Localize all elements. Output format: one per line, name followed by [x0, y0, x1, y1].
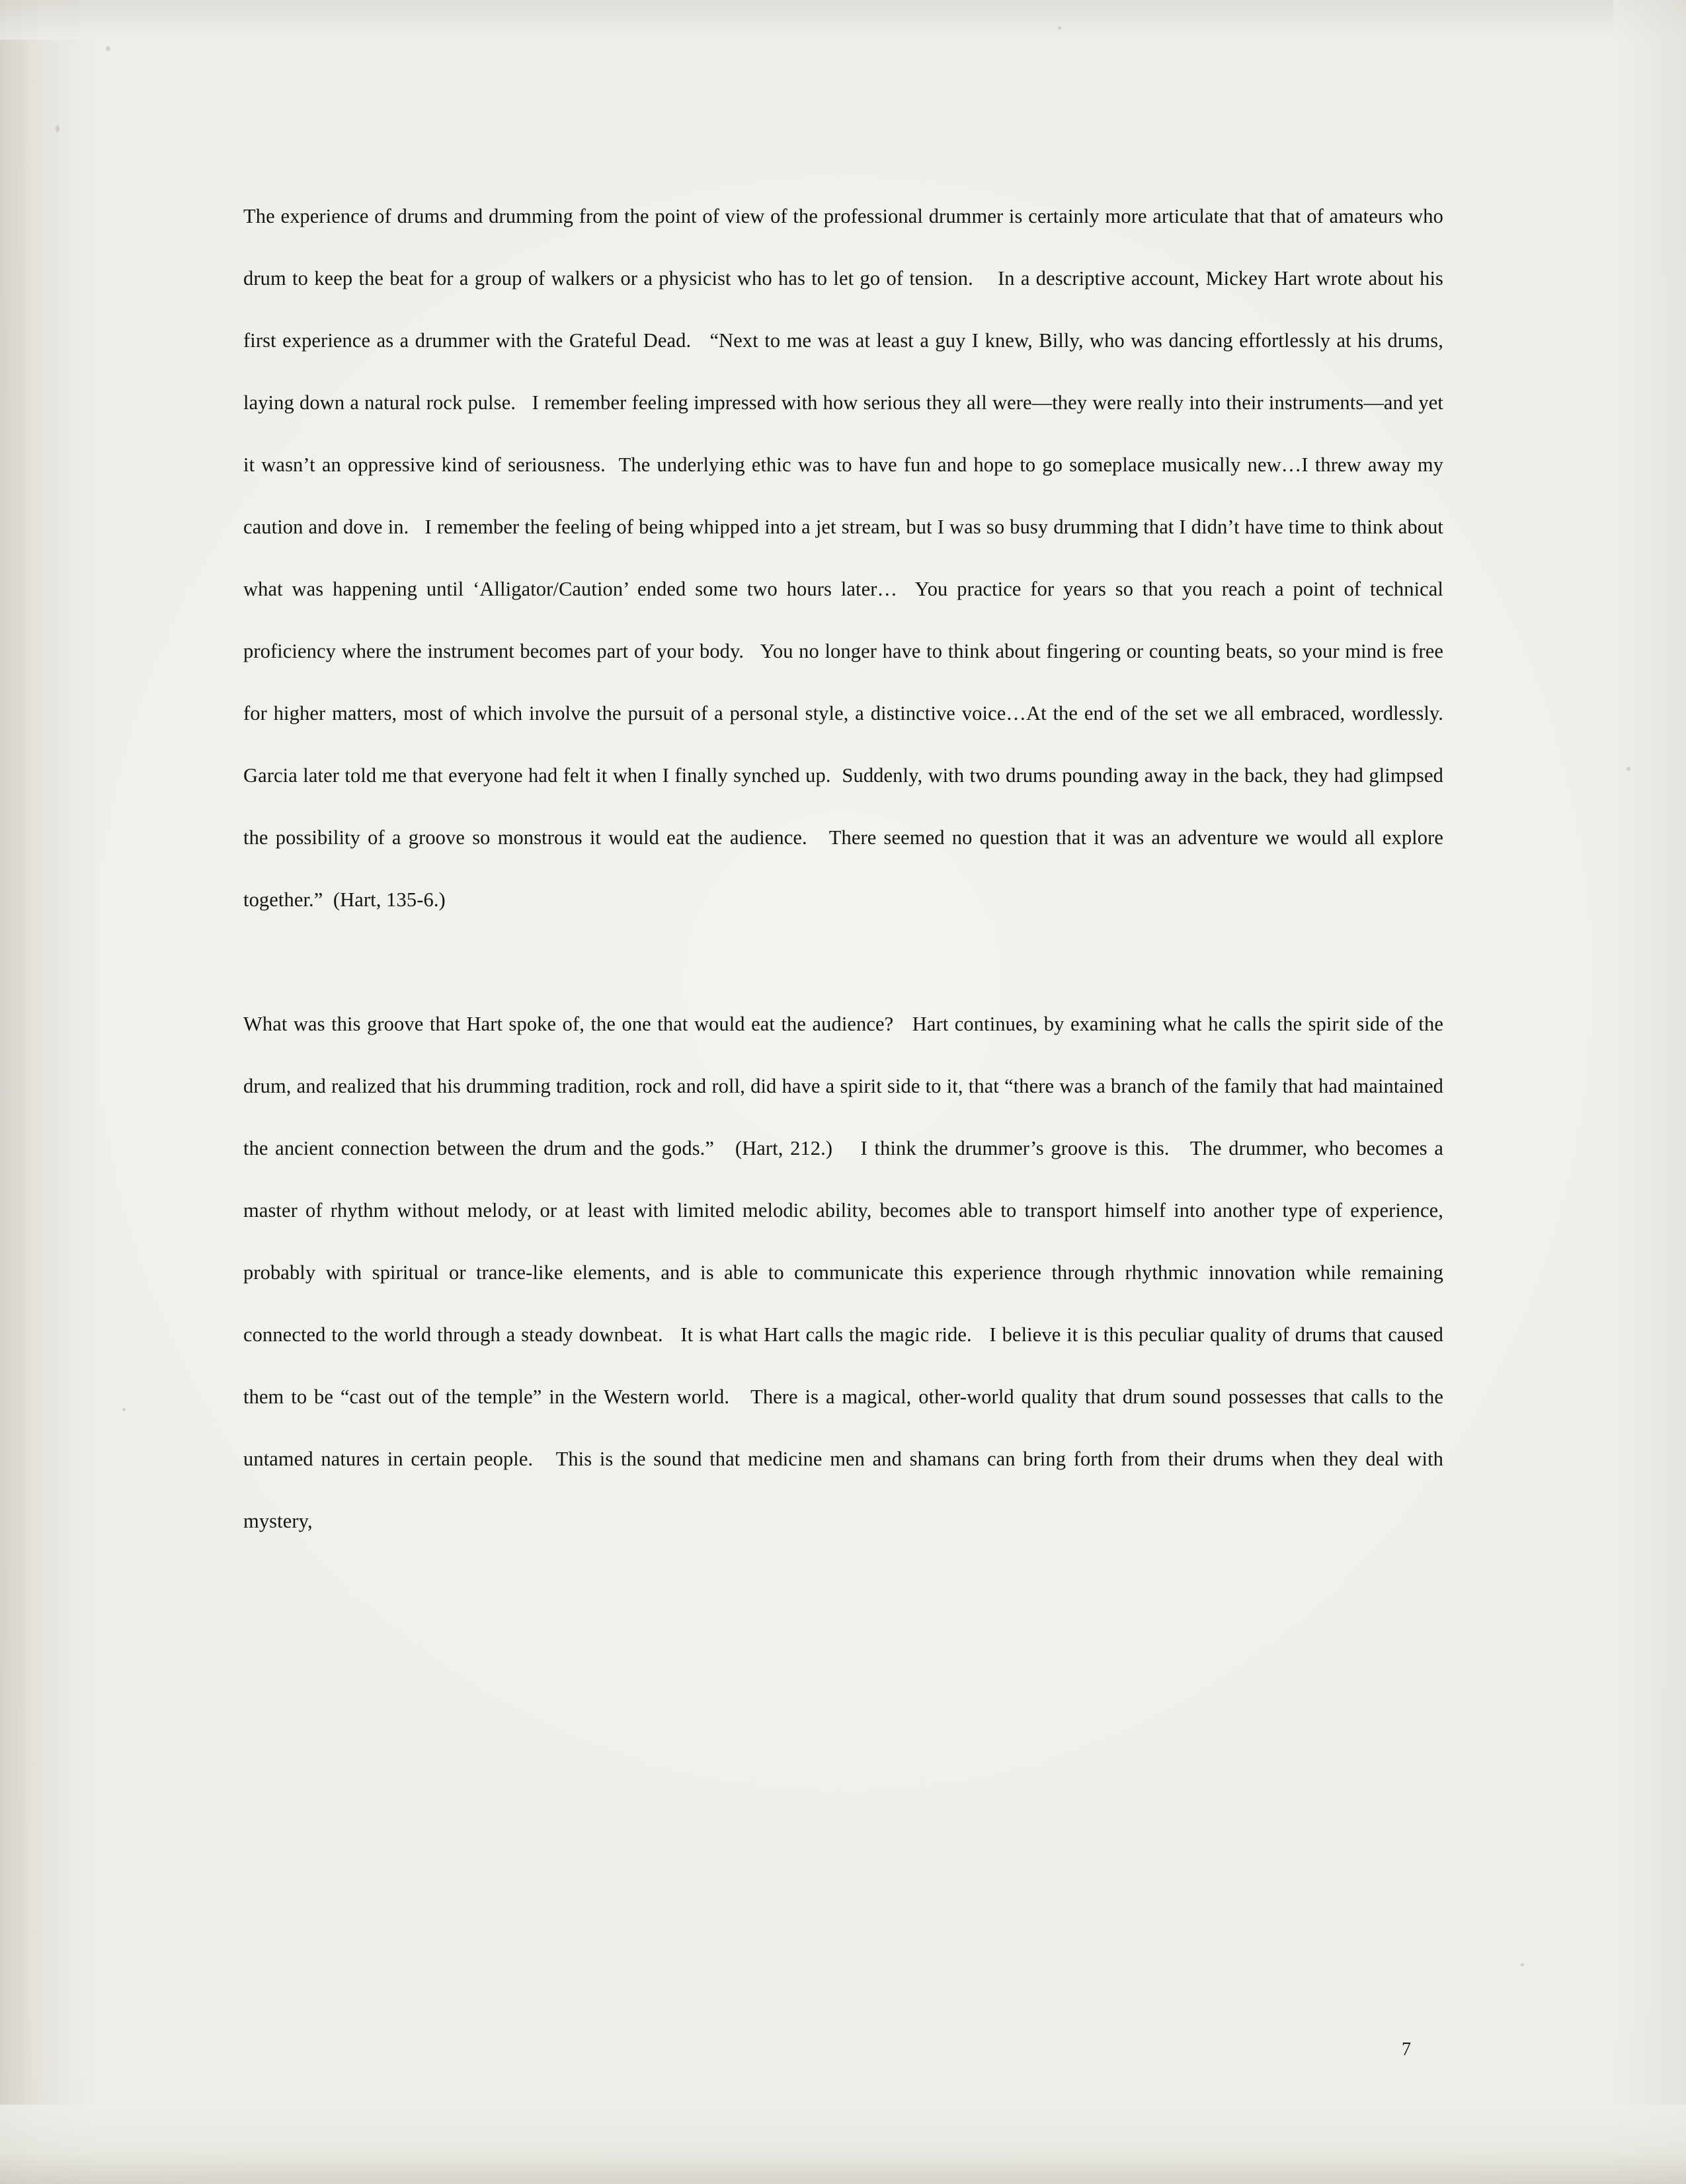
scan-speck: [1626, 767, 1630, 771]
scan-speck: [1058, 26, 1061, 30]
paragraph: What was this groove that Hart spoke of, the one that would eat the audience? Hart continues, by examining what he calls the spirit side of the drum, and realized that his drumming tradition, rock and roll, did have a spirit side to it, that “there was a branch of the family that had maintained the ancient connection between the drum and the gods.” (Hart, 212.) I think the drummer’s groove is this. The drummer, who becomes a master of rhythm without melody, or at least with limited melodic ability, becomes able to transport himself into another type of experience, probably with spiritual or trance-like elements, and is able to communicate this experience through rhythmic innovation while remaining connected to the world through a steady downbeat. It is what Hart calls the magic ride. I believe it is this peculiar quality of drums that caused them to be “cast out of the temple” in the Western world. There is a magical, other-world quality that drum sound possesses that calls to the untamed natures in certain people. This is the sound that medicine men and shamans can bring forth from their drums when they deal with mystery,: [243, 1013, 1449, 1532]
scan-edge-top: [0, 0, 1686, 40]
scan-edge-left: [0, 0, 99, 2184]
scan-edge-bottom: [0, 2105, 1686, 2184]
scan-speck: [1521, 1963, 1524, 1967]
scan-speck: [56, 126, 60, 132]
document-body: [243, 185, 1459, 1552]
scan-speck: [106, 46, 110, 51]
page-number: 7: [1402, 2039, 1411, 2060]
scan-edge-right: [1613, 0, 1686, 2184]
paragraph: The experience of drums and drumming from the point of view of the professional drummer is certainly more articulate that that of amateurs who drum to keep the beat for a group of walkers or a physicist who has to let go of tension. In a descriptive account, Mickey Hart wrote about his first experience as a drummer with the Grateful Dead. “Next to me was at least a guy I knew, Billy, who was dancing effortlessly at his drums, laying down a natural rock pulse. I remember feeling impressed with how serious they all were—they were really into their instruments—and yet it wasn’t an oppressive kind of seriousness. The underlying ethic was to have fun and hope to go someplace musically new…I threw away my caution and dove in. I remember the feeling of being whipped into a jet stream, but I was so busy drumming that I didn’t have time to think about what was happening until ‘Alligator/Caution’ ended some two hours later… You practice for years so that you reach a point of technical proficiency where the instrument becomes part of your body. You no longer have to think about fingering or counting beats, so your mind is free for higher matters, most of which involve the pursuit of a personal style, a distinctive voice…At the end of the set we all embraced, wordlessly. Garcia later told me that everyone had felt it when I finally synched up. Suddenly, with two drums pounding away in the back, they had glimpsed the possibility of a groove so monstrous it would eat the audience. There seemed no question that it was an adventure we would all explore together.” (Hart, 135-6.): [243, 205, 1459, 911]
scan-speck: [122, 1408, 126, 1411]
